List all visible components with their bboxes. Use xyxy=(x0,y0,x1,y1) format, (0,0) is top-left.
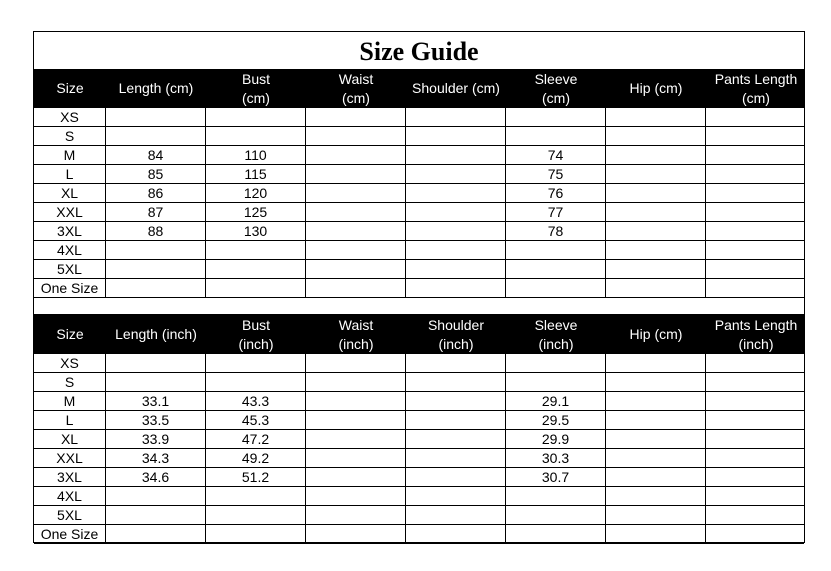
table-cell xyxy=(406,354,506,372)
table-cell xyxy=(406,468,506,486)
table-cell: 30.3 xyxy=(506,449,606,467)
table-row xyxy=(34,260,804,279)
table-cell xyxy=(506,506,606,524)
table-cell: 120 xyxy=(206,184,306,202)
table-cell xyxy=(206,260,306,278)
size-label-cell: 4XL xyxy=(34,241,106,259)
table-cell xyxy=(306,165,406,183)
table-row xyxy=(34,108,804,127)
table-cell: 78 xyxy=(506,222,606,240)
table-cell xyxy=(606,279,706,297)
column-header: Size xyxy=(56,80,84,96)
table-row xyxy=(34,146,804,165)
table-cell xyxy=(406,203,506,221)
table-cell xyxy=(506,127,606,145)
table-cell xyxy=(706,222,806,240)
table-cell xyxy=(606,430,706,448)
column-header: Waist (inch) xyxy=(338,316,374,352)
size-label-cell: M xyxy=(34,392,106,410)
column-header: Length (cm) xyxy=(118,80,194,96)
table-row xyxy=(34,279,804,298)
table-cell xyxy=(406,487,506,505)
size-label-cell: XS xyxy=(34,354,106,372)
table-cell: 87 xyxy=(106,203,206,221)
table-cell xyxy=(606,146,706,164)
table-row xyxy=(34,373,804,392)
column-header: Pants Length (inch) xyxy=(714,316,798,352)
table-cell xyxy=(106,487,206,505)
table-cell: 51.2 xyxy=(206,468,306,486)
table-cell xyxy=(306,506,406,524)
size-label-cell: 3XL xyxy=(34,468,106,486)
table-cell xyxy=(106,260,206,278)
table-row xyxy=(34,525,804,544)
table-row xyxy=(34,203,804,222)
table-cell xyxy=(606,354,706,372)
table-cell xyxy=(706,506,806,524)
column-header: Bust (inch) xyxy=(238,316,274,352)
table-row xyxy=(34,184,804,203)
table-cell xyxy=(606,108,706,126)
table-cell: 33.5 xyxy=(106,411,206,429)
table-cell xyxy=(306,430,406,448)
table-row xyxy=(34,449,804,468)
table-cell xyxy=(306,203,406,221)
table-cell xyxy=(506,487,606,505)
table-cell xyxy=(606,373,706,391)
size-label-cell: XL xyxy=(34,430,106,448)
table-cell xyxy=(606,260,706,278)
page-title: Size Guide xyxy=(359,37,479,66)
table-cell xyxy=(706,108,806,126)
table-row xyxy=(34,487,804,506)
table-cell xyxy=(406,127,506,145)
table-cell xyxy=(506,373,606,391)
table-cell xyxy=(106,525,206,543)
size-label-cell: XS xyxy=(34,108,106,126)
table-cell: 29.9 xyxy=(506,430,606,448)
table-cell xyxy=(406,146,506,164)
column-header: Bust (cm) xyxy=(241,70,270,106)
table-cell xyxy=(406,525,506,543)
table-cell xyxy=(506,260,606,278)
table-cell xyxy=(106,279,206,297)
table-separator xyxy=(34,298,804,315)
table-cell xyxy=(206,241,306,259)
column-header: Shoulder (cm) xyxy=(412,80,500,96)
table-row xyxy=(34,506,804,525)
table-cell: 47.2 xyxy=(206,430,306,448)
table-cell: 49.2 xyxy=(206,449,306,467)
table-cell xyxy=(106,373,206,391)
table-cell: 75 xyxy=(506,165,606,183)
table-cell xyxy=(306,373,406,391)
table-cell xyxy=(206,487,306,505)
table-cell xyxy=(706,430,806,448)
table-cell xyxy=(106,506,206,524)
table-cell xyxy=(206,525,306,543)
table-cell: 30.7 xyxy=(506,468,606,486)
table-cell xyxy=(506,279,606,297)
table-cell xyxy=(206,373,306,391)
table-cell xyxy=(706,127,806,145)
table-cell xyxy=(606,411,706,429)
table-cell: 33.1 xyxy=(106,392,206,410)
size-label-cell: M xyxy=(34,146,106,164)
column-header: Waist (cm) xyxy=(338,70,374,106)
inch-table-header xyxy=(34,315,804,354)
table-cell: 86 xyxy=(106,184,206,202)
table-cell xyxy=(306,449,406,467)
size-label-cell: XL xyxy=(34,184,106,202)
table-cell: 43.3 xyxy=(206,392,306,410)
table-cell xyxy=(406,241,506,259)
table-cell xyxy=(406,411,506,429)
column-header: Hip (cm) xyxy=(629,326,683,342)
table-cell xyxy=(706,449,806,467)
table-cell xyxy=(706,279,806,297)
table-cell xyxy=(306,354,406,372)
table-cell xyxy=(706,487,806,505)
table-cell xyxy=(706,241,806,259)
table-cell xyxy=(506,525,606,543)
size-label-cell: One Size xyxy=(34,525,106,543)
table-cell xyxy=(606,241,706,259)
table-row xyxy=(34,354,804,373)
table-cell xyxy=(506,241,606,259)
table-cell: 110 xyxy=(206,146,306,164)
table-cell xyxy=(306,241,406,259)
table-cell xyxy=(306,487,406,505)
table-cell xyxy=(706,165,806,183)
table-cell xyxy=(306,279,406,297)
table-cell xyxy=(406,108,506,126)
table-cell xyxy=(406,392,506,410)
table-cell xyxy=(606,127,706,145)
table-cell: 34.6 xyxy=(106,468,206,486)
table-cell xyxy=(506,354,606,372)
table-cell xyxy=(106,241,206,259)
table-cell xyxy=(406,184,506,202)
table-cell xyxy=(706,146,806,164)
table-cell xyxy=(606,184,706,202)
table-cell xyxy=(706,373,806,391)
cm-table-header xyxy=(34,69,804,108)
table-cell: 76 xyxy=(506,184,606,202)
table-cell: 33.9 xyxy=(106,430,206,448)
table-cell: 88 xyxy=(106,222,206,240)
table-cell xyxy=(606,165,706,183)
size-guide-sheet xyxy=(33,31,805,543)
table-cell: 115 xyxy=(206,165,306,183)
table-cell xyxy=(406,222,506,240)
table-cell xyxy=(306,525,406,543)
table-cell xyxy=(606,392,706,410)
size-label-cell: S xyxy=(34,373,106,391)
table-row xyxy=(34,222,804,241)
table-cell xyxy=(506,108,606,126)
table-cell xyxy=(706,525,806,543)
table-row xyxy=(34,468,804,487)
table-cell xyxy=(306,127,406,145)
table-cell xyxy=(106,127,206,145)
table-row xyxy=(34,127,804,146)
table-cell xyxy=(406,260,506,278)
table-cell xyxy=(406,279,506,297)
table-row xyxy=(34,430,804,449)
column-header: Length (inch) xyxy=(115,326,197,342)
table-cell: 130 xyxy=(206,222,306,240)
table-cell xyxy=(106,108,206,126)
table-cell xyxy=(206,354,306,372)
table-cell: 77 xyxy=(506,203,606,221)
table-cell xyxy=(606,449,706,467)
column-header: Pants Length (cm) xyxy=(714,70,798,106)
table-cell: 29.1 xyxy=(506,392,606,410)
table-row xyxy=(34,165,804,184)
table-cell xyxy=(406,506,506,524)
table-cell: 45.3 xyxy=(206,411,306,429)
table-cell xyxy=(206,108,306,126)
table-cell xyxy=(306,260,406,278)
size-label-cell: S xyxy=(34,127,106,145)
table-cell xyxy=(106,354,206,372)
column-header: Shoulder (inch) xyxy=(427,316,485,352)
table-cell xyxy=(306,411,406,429)
table-cell xyxy=(206,506,306,524)
size-label-cell: 4XL xyxy=(34,487,106,505)
size-label-cell: 3XL xyxy=(34,222,106,240)
size-label-cell: 5XL xyxy=(34,506,106,524)
column-header: Sleeve (cm) xyxy=(534,70,578,106)
table-row xyxy=(34,241,804,260)
table-cell xyxy=(606,468,706,486)
table-cell: 84 xyxy=(106,146,206,164)
table-row xyxy=(34,411,804,430)
size-label-cell: L xyxy=(34,165,106,183)
table-cell xyxy=(706,354,806,372)
table-cell xyxy=(706,392,806,410)
table-cell xyxy=(606,222,706,240)
table-cell xyxy=(706,184,806,202)
table-cell: 74 xyxy=(506,146,606,164)
table-cell xyxy=(406,430,506,448)
table-cell xyxy=(306,108,406,126)
table-row xyxy=(34,392,804,411)
table-cell xyxy=(606,525,706,543)
table-cell xyxy=(706,260,806,278)
table-cell xyxy=(606,203,706,221)
table-cell xyxy=(306,146,406,164)
table-cell: 85 xyxy=(106,165,206,183)
table-cell xyxy=(406,373,506,391)
size-label-cell: 5XL xyxy=(34,260,106,278)
table-cell: 125 xyxy=(206,203,306,221)
table-cell: 34.3 xyxy=(106,449,206,467)
table-cell xyxy=(406,165,506,183)
table-cell xyxy=(306,468,406,486)
size-label-cell: XXL xyxy=(34,203,106,221)
size-label-cell: XXL xyxy=(34,449,106,467)
table-cell xyxy=(706,411,806,429)
table-cell xyxy=(706,468,806,486)
table-cell: 29.5 xyxy=(506,411,606,429)
table-cell xyxy=(306,184,406,202)
table-cell xyxy=(706,203,806,221)
table-cell xyxy=(606,506,706,524)
table-cell xyxy=(206,127,306,145)
column-header: Size xyxy=(56,326,84,342)
size-label-cell: L xyxy=(34,411,106,429)
table-cell xyxy=(306,392,406,410)
table-cell xyxy=(206,279,306,297)
table-cell xyxy=(606,487,706,505)
size-label-cell: One Size xyxy=(34,279,106,297)
table-cell xyxy=(306,222,406,240)
table-cell xyxy=(406,449,506,467)
column-header: Hip (cm) xyxy=(629,80,683,96)
column-header: Sleeve (inch) xyxy=(534,316,578,352)
